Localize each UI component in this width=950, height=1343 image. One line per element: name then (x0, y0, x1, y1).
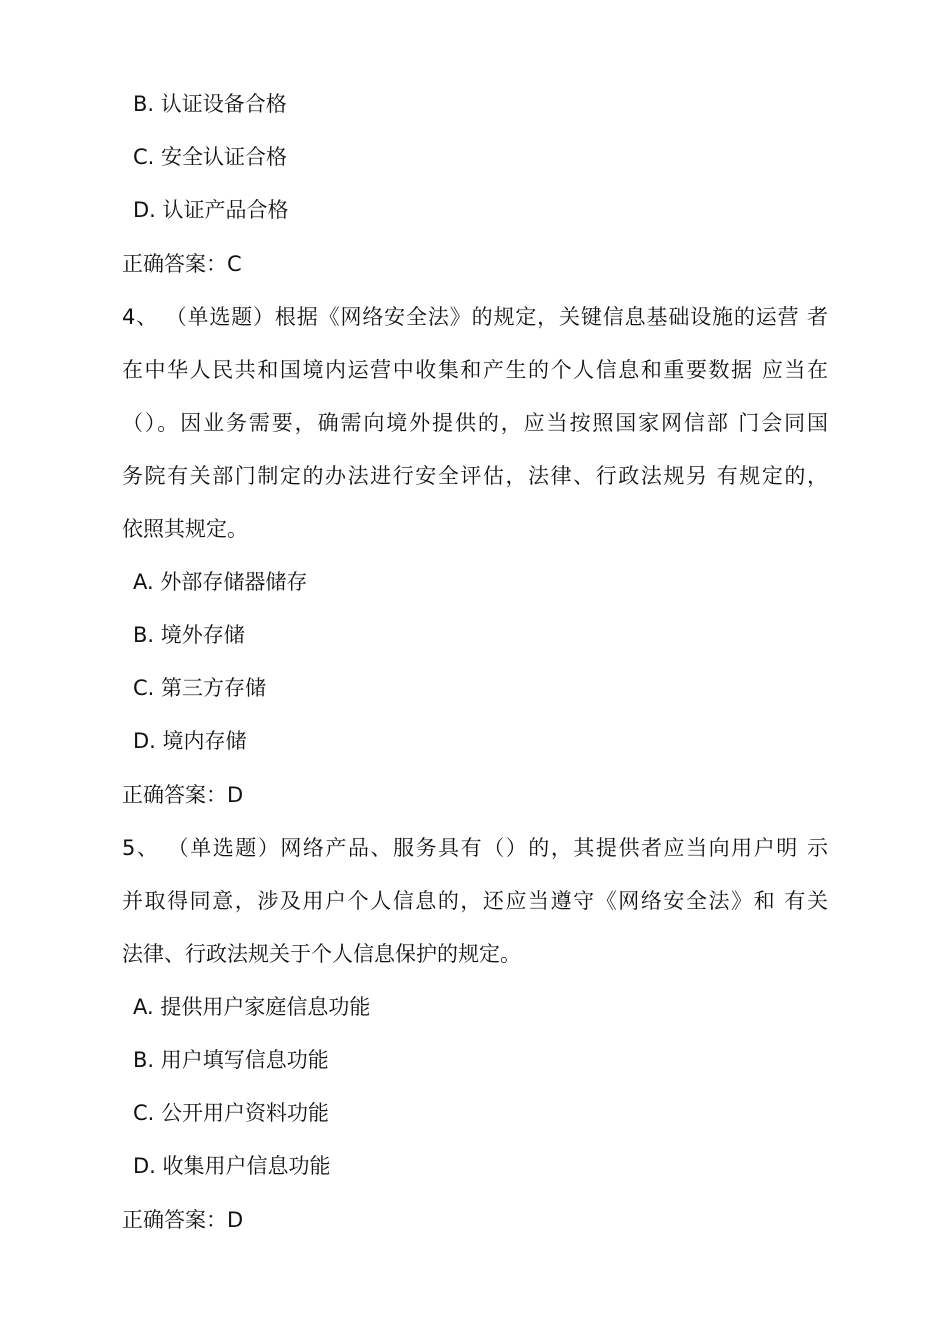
option-c: C. 安全认证合格 (133, 145, 288, 169)
option-c: C. 公开用户资料功能 (133, 1101, 330, 1125)
question-4-line-2: 在中华人民共和国境内运营中收集和产生的个人信息和重要数据 应当在 (122, 358, 828, 382)
option-b: B. 境外存储 (133, 623, 245, 647)
option-c: C. 第三方存储 (133, 676, 267, 700)
option-d: D. 境内存储 (133, 729, 247, 753)
option-d: D. 收集用户信息功能 (133, 1154, 331, 1178)
question-4-line-3: （）。因业务需要，确需向境外提供的，应当按照国家网信部 门会同国 (122, 411, 828, 435)
question-5-line-2: 并取得同意，涉及用户个人信息的，还应当遵守《网络安全法》和 有关 (122, 889, 828, 913)
answer: 正确答案：D (122, 1208, 244, 1232)
option-a: A. 外部存储器储存 (133, 570, 308, 594)
question-4-line-1: 4、 （单选题）根据《网络安全法》的规定，关键信息基础设施的运营 者 (122, 305, 828, 329)
question-4-line-4: 务院有关部门制定的办法进行安全评估，法律、行政法规另 有规定的， (122, 464, 828, 488)
option-a: A. 提供用户家庭信息功能 (133, 995, 371, 1019)
option-b: B. 认证设备合格 (133, 92, 287, 116)
question-5-line-1: 5、 （单选题）网络产品、服务具有（）的，其提供者应当向用户明 示 (122, 836, 828, 860)
question-5-line-3: 法律、行政法规关于个人信息保护的规定。 (122, 942, 521, 966)
answer: 正确答案：C (122, 252, 242, 276)
option-b: B. 用户填写信息功能 (133, 1048, 329, 1072)
question-4-line-5: 依照其规定。 (122, 517, 248, 541)
option-d: D. 认证产品合格 (133, 198, 289, 222)
answer: 正确答案：D (122, 783, 244, 807)
